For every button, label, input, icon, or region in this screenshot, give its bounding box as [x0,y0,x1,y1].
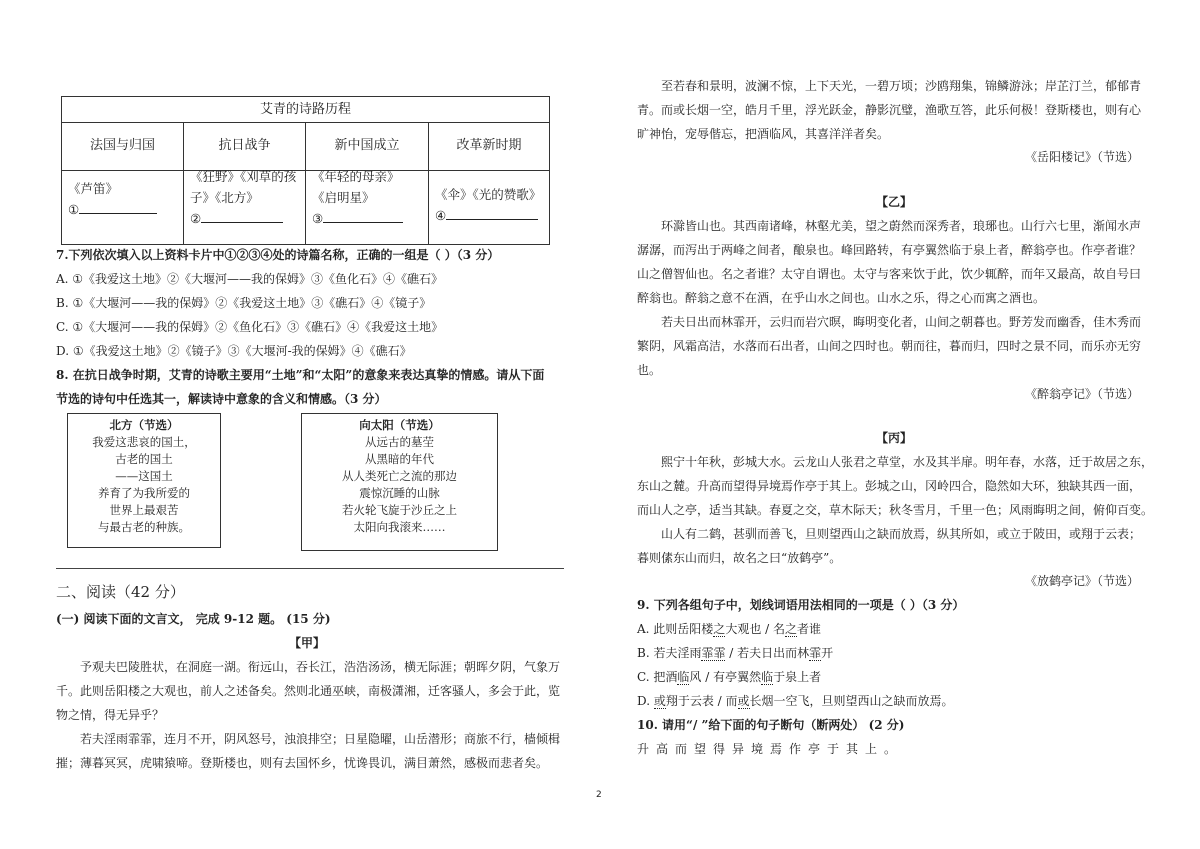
passage-line: 醉翁也。醉翁之意不在酒，在乎山水之间也。山水之乐，得之心而寓之酒也。 [637,291,1046,305]
poem-line: 从人类死亡之流的那边 [342,469,457,483]
passage-line: 青。而或长烟一空，皓月千里，浮光跃金，静影沉璧，渔歌互答，此乐何极！登斯楼也，则有心 [637,103,1142,117]
marked-word: 临 [761,670,774,684]
q9-option-d[interactable] [637,693,954,709]
q7-option-a[interactable]: A. ①《我爱这土地》②《大堰河——我的保姆》③《鱼化石》④《礁石》 [56,272,444,286]
cell-blank-line [190,208,301,229]
q7-option-b[interactable]: B. ①《大堰河——我的保姆》②《我爱这土地》③《礁石》④《镜子》 [56,296,432,310]
q10-sentence[interactable]: 升高而望得异境焉作亭于其上。 [637,742,904,756]
option-text: 风 / 有亭翼然 [689,670,762,684]
page-number: 2 [596,790,602,800]
marked-word: 之 [713,622,726,636]
option-text: A. 此则岳阳楼 [637,622,714,636]
source-yueyang: 《岳阳楼记》（节选） [1025,150,1140,164]
passage-line: 至若春和景明，波澜不惊，上下天光，一碧万顷；沙鸥翔集，锦鳞游泳；岸芷汀兰，郁郁青 [661,79,1142,93]
passage-line: 潺潺，而泻出于两峰之间者，酿泉也。峰回路转，有亭翼然临于泉上者，醉翁亭也。作亭者谁？ [637,243,1142,257]
poem-line: 太阳向我滚来…… [353,520,446,534]
card-title: 艾青的诗路历程 [62,97,549,123]
option-text: 者谁 [797,622,822,636]
option-text: 于泉上者 [773,670,822,684]
column-cell [312,166,424,229]
poem-sun-box [301,413,498,551]
q7-stem: 7.下列依次填入以上资料卡片中①②③④处的诗篇名称，正确的一组是（ ）（3 分） [56,248,500,262]
poem-line: 养育了为我所爱的 [98,486,190,500]
option-text: D. [637,694,654,708]
answer-blank[interactable] [79,201,157,214]
q7-option-c[interactable]: C. ①《大堰河——我的保姆》②《鱼化石》③《礁石》④《我爱这土地》 [56,320,444,334]
marked-word: 之 [785,622,798,636]
marked-word: 或 [737,694,750,708]
passage-line: 也。 [637,363,662,377]
passage-line: 东山之麓。升高而望得异境焉作亭于其上。彭城之山，冈岭四合，隐然如大环，独缺其西一面， [637,479,1142,493]
option-text: C. 把酒 [637,670,678,684]
option-text: 开 [821,646,834,660]
option-text: / 若夫日出而林 [725,646,810,660]
passage-line: 若夫淫雨霏霏，连月不开，阴风怒号，浊浪排空；日星隐曜，山岳潜形；商旅不行，樯倾楫 [80,732,561,746]
passage-jia-label: 【甲】 [289,636,326,650]
poem-title: 北方（节选） [109,418,179,432]
q9-stem: 9. 下列各组句子中，划线词语用法相同的一项是（ ）（3 分） [637,598,965,612]
passage-line: 暮则傃东山而归，故名之曰“放鹤亭”。 [637,551,842,565]
blank-marker: ① [68,202,80,217]
q9-option-a[interactable] [637,621,821,637]
option-text: 大观也 / 名 [725,622,785,636]
poem-line: 古老的国土 [115,452,173,466]
column-head: 改革新时期 [429,122,549,171]
passage-line: 山人有二鹤，甚驯而善飞，旦则望西山之缺而放焉，纵其所如，或立于陂田，或翔于云表； [661,527,1142,541]
passage-line: 予观夫巴陵胜状，在洞庭一湖。衔远山，吞长江，浩浩汤汤，横无际涯；朝晖夕阴，气象万 [80,660,561,674]
passage-line: 摧；薄暮冥冥，虎啸猿啼。登斯楼也，则有去国怀乡，忧谗畏讥，满目萧然，感极而悲者矣。 [56,756,549,770]
section-subheading: (一) 阅读下面的文言文， 完成 9-12 题。 (15 分) [56,612,331,626]
passage-line: 而山人之亭，适当其缺。春夏之交，草木际天；秋冬雪月，千里一色；风雨晦明之间，俯仰百变。 [637,503,1154,517]
section-heading: 二、阅读（42 分） [56,583,185,601]
q10-stem: 10. 请用“/ ”给下面的句子断句（断两处） (2 分) [637,718,905,732]
poem-line: 与最古老的种族。 [98,520,190,534]
column-head: 抗日战争 [184,122,305,171]
option-text: 长烟一空飞，旦则望西山之缺而放焉。 [749,694,954,708]
poem-title: 向太阳（节选） [359,418,440,432]
cell-line: 《芦笛》 [68,181,119,196]
passage-line: 若夫日出而林霏开，云归而岩穴暝，晦明变化者，山间之朝暮也。野芳发而幽香，佳木秀而 [661,315,1142,329]
passage-line: 繁阴，风霜高洁，水落而石出者，山间之四时也。朝而往，暮而归，四时之景不同，而乐亦无穷 [637,339,1142,353]
marked-word: 霏 [809,646,822,660]
section-divider [56,568,564,569]
cell-line: 《伞》《光的赞歌》 [435,187,542,202]
q7-option-d[interactable]: D. ①《我爱这土地》②《镜子》③《大堰河-我的保姆》④《礁石》 [56,344,412,358]
q8-stem-line2: 节选的诗句中任选其一，解读诗中意象的含义和情感。（3 分） [56,392,387,406]
answer-blank[interactable] [201,210,283,223]
passage-bing-label: 【丙】 [876,431,913,445]
poem-line: 若火轮飞旋于沙丘之上 [342,503,457,517]
card-column-france [62,122,184,244]
option-text: B. 若夫淫雨 [637,646,702,660]
passage-yi-label: 【乙】 [876,195,913,209]
source-fanghe: 《放鹤亭记》（节选） [1025,574,1140,588]
marked-word: 临 [677,670,690,684]
cell-line: 子》《北方》 [190,190,259,205]
blank-marker: ③ [312,211,324,226]
q9-option-b[interactable] [637,645,833,661]
column-cell [190,166,301,229]
answer-blank[interactable] [446,207,538,220]
passage-line: 物之情，得无异乎？ [56,708,165,722]
passage-line: 山之僧智仙也。名之者谁？太守自谓也。太守与客来饮于此，饮少辄醉，而年又最高，故自号曰 [637,267,1142,281]
cell-blank-line [68,199,179,220]
passage-line: 环滁皆山也。其西南诸峰，林壑尤美，望之蔚然而深秀者，琅琊也。山行六七里，渐闻水声 [661,219,1142,233]
card-column-war [184,122,306,244]
marked-word: 霏霏 [701,646,726,660]
poem-line: 从远古的墓茔 [365,435,434,449]
q8-stem-line1: 8. 在抗日战争时期，艾青的诗歌主要用“土地”和“太阳”的意象来表达真挚的情感。请从下面 [56,368,545,382]
passage-line: 旷神怡，宠辱偕忘，把酒临风，其喜洋洋者矣。 [637,127,890,141]
poem-north-box [67,413,221,548]
card-column-new-china [306,122,429,244]
cell-line: 《狂野》《刈草的孩 [190,169,297,184]
column-head: 新中国成立 [306,122,428,171]
blank-marker: ② [190,211,202,226]
poem-line: 从黑暗的年代 [365,452,434,466]
column-head: 法国与归国 [62,122,183,171]
marked-word: 或 [653,694,666,708]
source-zuiweng: 《醉翁亭记》（节选） [1025,387,1140,401]
blank-marker: ④ [435,208,447,223]
cell-blank-line [435,205,545,226]
answer-blank[interactable] [323,210,403,223]
passage-line: 千。此则岳阳楼之大观也，前人之述备矣。然则北通巫峡，南极潇湘，迁客骚人，多会于此，览 [56,684,561,698]
poem-line: 震惊沉睡的山脉 [359,486,440,500]
poem-line: 我爱这悲哀的国土， [92,435,196,449]
column-cell [68,178,179,220]
option-text: 翔于云表 / 而 [665,694,738,708]
cell-blank-line [312,208,424,229]
poem-line: ——这国土 [115,469,173,483]
poem-line: 世界上最艰苦 [109,503,179,517]
q9-option-c[interactable] [637,669,821,685]
passage-line: 熙宁十年秋，彭城大水。云龙山人张君之草堂，水及其半扉。明年春，水落，迁于故居之东， [661,455,1154,469]
cell-line: 《年轻的母亲》 [312,169,400,184]
column-cell [435,184,545,226]
card-column-reform [429,122,549,244]
cell-line: 《启明星》 [312,190,375,205]
poetry-path-card [61,96,550,245]
